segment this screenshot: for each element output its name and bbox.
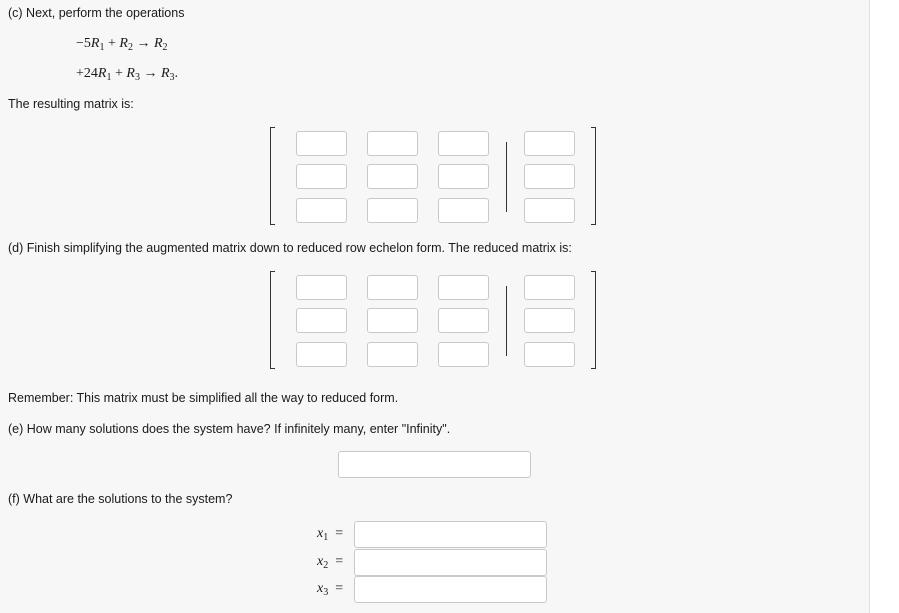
matrix-d-cell-r3c3[interactable] xyxy=(438,342,489,367)
matrix-c-cell-r2c3[interactable] xyxy=(438,164,489,189)
matrix-c-cell-r3c2[interactable] xyxy=(367,198,418,223)
matrix-c-cell-r2c4[interactable] xyxy=(524,164,575,189)
matrix-c-cell-r3c3[interactable] xyxy=(438,198,489,223)
matrix-d-cell-r3c1[interactable] xyxy=(296,342,347,367)
matrix-left-bracket xyxy=(270,271,275,369)
part-d-heading: (d) Finish simplifying the augmented matrix down to reduced row echelon form. The reduced matrix is: xyxy=(8,241,572,255)
matrix-c-cell-r2c1[interactable] xyxy=(296,164,347,189)
part-c-heading: (c) Next, perform the operations xyxy=(8,6,185,20)
matrix-c-cell-r3c4[interactable] xyxy=(524,198,575,223)
matrix-c-cell-r1c1[interactable] xyxy=(296,131,347,156)
matrix-d-cell-r1c2[interactable] xyxy=(367,275,418,300)
matrix-d-cell-r2c2[interactable] xyxy=(367,308,418,333)
matrix-d-cell-r2c1[interactable] xyxy=(296,308,347,333)
matrix-d-cell-r1c4[interactable] xyxy=(524,275,575,300)
x2-label: $x_2$ = xyxy=(317,554,344,571)
matrix-c-cell-r1c3[interactable] xyxy=(438,131,489,156)
x1-label: $x_1$ = xyxy=(317,526,344,543)
part-e-heading: (e) How many solutions does the system have? If infinitely many, enter "Infinity". xyxy=(8,422,451,436)
matrix-left-bracket xyxy=(270,127,275,225)
augment-divider xyxy=(506,286,507,356)
x3-input[interactable] xyxy=(354,576,547,603)
matrix-right-bracket xyxy=(591,271,596,369)
row-operation-1: $-5R_1 + R_2 \to R_2$ xyxy=(76,36,168,53)
part-f-heading: (f) What are the solutions to the system? xyxy=(8,492,233,506)
matrix-d-cell-r2c3[interactable] xyxy=(438,308,489,333)
matrix-d-cell-r3c2[interactable] xyxy=(367,342,418,367)
x2-input[interactable] xyxy=(354,549,547,576)
matrix-d-cell-r1c1[interactable] xyxy=(296,275,347,300)
matrix-d-cell-r3c4[interactable] xyxy=(524,342,575,367)
matrix-c-cell-r1c4[interactable] xyxy=(524,131,575,156)
row-operation-2: $+24R_1 + R_3 \to R_3$. xyxy=(76,66,178,83)
solution-count-input[interactable] xyxy=(338,451,531,478)
matrix-c-cell-r1c2[interactable] xyxy=(367,131,418,156)
matrix-right-bracket xyxy=(591,127,596,225)
x1-input[interactable] xyxy=(354,521,547,548)
x3-label: $x_3$ = xyxy=(317,581,344,598)
matrix-d-cell-r1c3[interactable] xyxy=(438,275,489,300)
matrix-c-cell-r2c2[interactable] xyxy=(367,164,418,189)
matrix-d-cell-r2c4[interactable] xyxy=(524,308,575,333)
matrix-c-cell-r3c1[interactable] xyxy=(296,198,347,223)
resulting-matrix-label: The resulting matrix is: xyxy=(8,97,134,111)
augment-divider xyxy=(506,142,507,212)
reminder-text: Remember: This matrix must be simplified all the way to reduced form. xyxy=(8,391,399,405)
